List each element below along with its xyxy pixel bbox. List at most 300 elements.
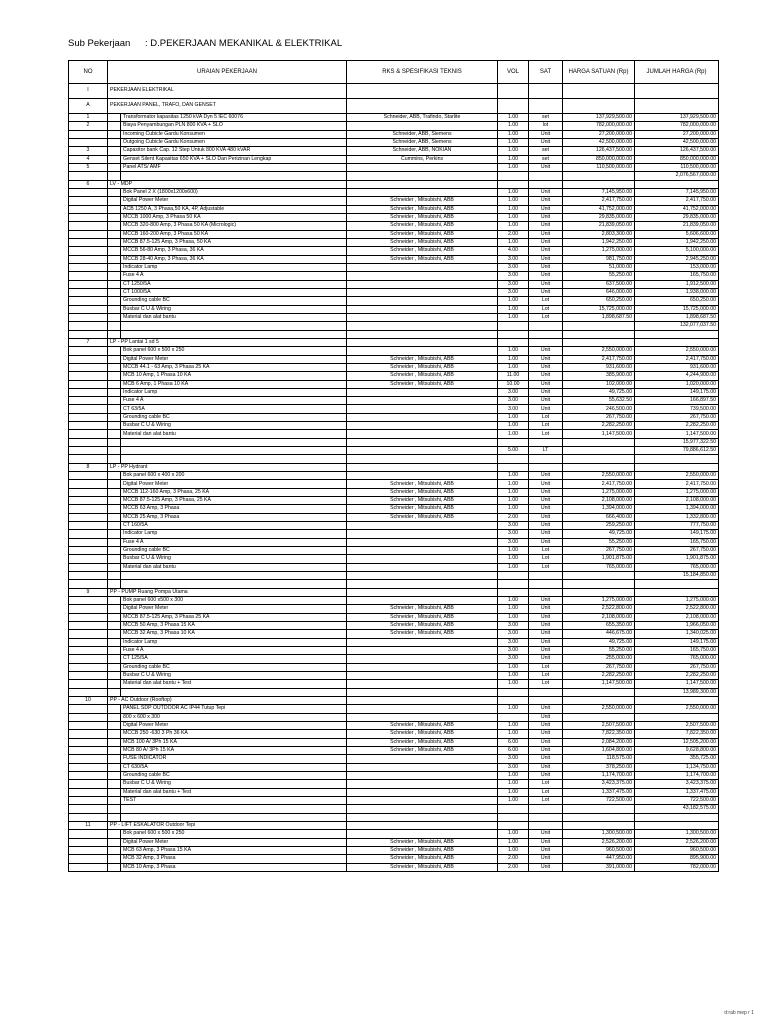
item-total: 777,750.00 bbox=[635, 522, 719, 530]
table-body bbox=[69, 84, 719, 872]
table-row bbox=[69, 647, 719, 655]
item-spec bbox=[347, 680, 498, 688]
item-total: 782,000.00 bbox=[635, 863, 719, 871]
item-description: FUSE INDICATOR bbox=[121, 755, 347, 763]
item-spec bbox=[347, 647, 498, 655]
table-row bbox=[69, 305, 719, 313]
item-unit-price: 2,507,500.00 bbox=[563, 721, 635, 729]
item-unit-price: 126,437,500.00 bbox=[563, 147, 635, 155]
item-vol: 3.00 bbox=[498, 397, 529, 405]
item-description: MCB 10 Amp, 3 Phasa bbox=[121, 863, 347, 871]
cell-indent bbox=[108, 363, 121, 371]
item-unit-price bbox=[563, 713, 635, 721]
item-unit-price: 1,174,700.00 bbox=[563, 771, 635, 779]
item-vol: 6.00 bbox=[498, 746, 529, 754]
item-total: 29,835,000.00 bbox=[635, 213, 719, 221]
item-description: MCCB 25 Amp, 3 Phasa bbox=[121, 513, 347, 521]
subtotal-value: 2,076,567,000.00 bbox=[635, 172, 719, 180]
item-unit: Lot bbox=[529, 671, 563, 679]
table-row bbox=[69, 497, 719, 505]
cell-indent bbox=[108, 538, 121, 546]
cell-vol bbox=[498, 580, 529, 588]
item-unit: lot bbox=[529, 122, 563, 130]
item-spec: Schneider , Mitsubishi, ABB bbox=[347, 630, 498, 638]
cell-indent bbox=[108, 522, 121, 530]
item-unit-price: 7,145,950.00 bbox=[563, 188, 635, 196]
item-total: 1,912,500.00 bbox=[635, 280, 719, 288]
item-total: 1,942,250.00 bbox=[635, 238, 719, 246]
item-description: Biaya Penyambungan PLN 800 KVA + SLO bbox=[121, 122, 347, 130]
item-unit: Unit bbox=[529, 363, 563, 371]
table-row bbox=[69, 280, 719, 288]
item-description: TEST bbox=[121, 796, 347, 804]
item-vol: 10.00 bbox=[498, 380, 529, 388]
cell-indent bbox=[108, 630, 121, 638]
item-total: 165,750.00 bbox=[635, 538, 719, 546]
item-spec: Schneider , Mitsubishi, ABB bbox=[347, 222, 498, 230]
item-total: 7,145,950.00 bbox=[635, 188, 719, 196]
row-no: A bbox=[69, 99, 108, 114]
item-description: Material dan alat bantu + Test bbox=[121, 680, 347, 688]
item-description: Bok Panel 2 X (1800x1200x600) bbox=[121, 188, 347, 196]
col-sat: SAT bbox=[529, 61, 563, 84]
item-description: MCB 63 Amp, 3 Phasa 15 KA bbox=[121, 846, 347, 854]
row-no bbox=[69, 613, 108, 621]
item-spec bbox=[347, 272, 498, 280]
item-spec bbox=[347, 188, 498, 196]
cell-vol bbox=[498, 455, 529, 463]
item-description: Grounding cable BC bbox=[121, 413, 347, 421]
item-total: 765,000.00 bbox=[635, 563, 719, 571]
row-no bbox=[69, 322, 108, 330]
cell-indent bbox=[108, 863, 121, 871]
cell-spec bbox=[347, 180, 498, 188]
cell-price bbox=[563, 84, 635, 99]
item-vol: 3.00 bbox=[498, 622, 529, 630]
row-no bbox=[69, 288, 108, 296]
item-unit: Unit bbox=[529, 222, 563, 230]
cell-indent bbox=[108, 771, 121, 779]
row-no bbox=[69, 547, 108, 555]
cell-spec bbox=[347, 455, 498, 463]
table-row bbox=[69, 238, 719, 246]
item-vol: 3.00 bbox=[498, 763, 529, 771]
row-no bbox=[69, 738, 108, 746]
item-unit-price: 102,000.00 bbox=[563, 380, 635, 388]
cell-total bbox=[635, 180, 719, 188]
table-row bbox=[69, 272, 719, 280]
item-unit: Unit bbox=[529, 197, 563, 205]
item-spec: Schneider, ABB, NOKIAN bbox=[347, 147, 498, 155]
table-row bbox=[69, 288, 719, 296]
item-spec bbox=[347, 547, 498, 555]
table-header-row bbox=[69, 61, 719, 84]
cell-indent bbox=[108, 163, 121, 171]
table-row bbox=[69, 488, 719, 496]
item-vol: 1.00 bbox=[498, 363, 529, 371]
cell-indent bbox=[108, 805, 121, 813]
item-unit: Unit bbox=[529, 205, 563, 213]
table-row bbox=[69, 771, 719, 779]
item-unit: Unit bbox=[529, 522, 563, 530]
table-row bbox=[69, 147, 719, 155]
cell-indent bbox=[108, 555, 121, 563]
table-row bbox=[69, 588, 719, 596]
cell-total bbox=[635, 338, 719, 346]
table-row bbox=[69, 114, 719, 122]
row-no bbox=[69, 238, 108, 246]
cell-indent bbox=[108, 188, 121, 196]
table-row bbox=[69, 213, 719, 221]
table-row bbox=[69, 855, 719, 863]
item-vol: 1.00 bbox=[498, 163, 529, 171]
subtotal-value: 13,989,300.00 bbox=[635, 688, 719, 696]
item-total: 165,750.00 bbox=[635, 272, 719, 280]
item-description: MCCB 320-800 Amp, 3 Phasa 50 KA (Micrologic) bbox=[121, 222, 347, 230]
item-spec: Schneider , Mitsubishi, ABB bbox=[347, 730, 498, 738]
item-vol: 1.00 bbox=[498, 222, 529, 230]
item-spec bbox=[347, 538, 498, 546]
item-unit-price: 1,300,500.00 bbox=[563, 830, 635, 838]
table-row bbox=[69, 597, 719, 605]
table-row bbox=[69, 313, 719, 321]
cell-indent bbox=[108, 355, 121, 363]
item-unit: Lot bbox=[529, 563, 563, 571]
item-vol: 1.00 bbox=[498, 497, 529, 505]
item-description: CT 63/5A bbox=[121, 405, 347, 413]
item-unit-price: 931,600.00 bbox=[563, 363, 635, 371]
item-unit-price: 2,526,200.00 bbox=[563, 838, 635, 846]
item-unit: Unit bbox=[529, 288, 563, 296]
group-title: LV - MDP bbox=[108, 180, 347, 188]
cell-indent bbox=[108, 788, 121, 796]
cell-vol bbox=[498, 696, 529, 704]
item-description: Material dan alat bantu bbox=[121, 430, 347, 438]
item-vol: 6.00 bbox=[498, 738, 529, 746]
item-unit-price: 1,147,500.00 bbox=[563, 430, 635, 438]
item-vol: 1.00 bbox=[498, 147, 529, 155]
row-no bbox=[69, 655, 108, 663]
cell-indent bbox=[108, 813, 121, 821]
item-total: 153,000.00 bbox=[635, 263, 719, 271]
cell-indent bbox=[108, 288, 121, 296]
row-no bbox=[69, 413, 108, 421]
row-no: 1 bbox=[69, 114, 108, 122]
row-no bbox=[69, 813, 108, 821]
item-unit: Unit bbox=[529, 505, 563, 513]
cell-sat bbox=[529, 84, 563, 99]
cell-price bbox=[563, 463, 635, 471]
item-unit-price: 391,000.00 bbox=[563, 863, 635, 871]
item-description: Indicator Lamp bbox=[121, 388, 347, 396]
item-spec bbox=[347, 313, 498, 321]
cell-indent bbox=[108, 597, 121, 605]
table-row bbox=[69, 163, 719, 171]
cell-indent bbox=[108, 172, 121, 180]
row-no bbox=[69, 188, 108, 196]
cell-price bbox=[563, 438, 635, 446]
item-spec: Schneider , Mitsubishi, ABB bbox=[347, 363, 498, 371]
item-unit-price: 51,000.00 bbox=[563, 263, 635, 271]
item-unit-price: 137,929,500.00 bbox=[563, 114, 635, 122]
item-description: CT 125/5A bbox=[121, 655, 347, 663]
row-no bbox=[69, 771, 108, 779]
item-unit-price: 722,500.00 bbox=[563, 796, 635, 804]
cell-vol bbox=[498, 172, 529, 180]
cell-sat bbox=[529, 172, 563, 180]
item-unit: Unit bbox=[529, 163, 563, 171]
item-unit-price: 637,500.00 bbox=[563, 280, 635, 288]
item-vol: 1.00 bbox=[498, 780, 529, 788]
cell-price bbox=[563, 172, 635, 180]
item-unit: Unit bbox=[529, 713, 563, 721]
item-description: MCB 100 A/ 3Ph 15 KA bbox=[121, 738, 347, 746]
row-no bbox=[69, 622, 108, 630]
table-row bbox=[69, 405, 719, 413]
item-unit: Lot bbox=[529, 297, 563, 305]
item-vol: 1.00 bbox=[498, 830, 529, 838]
item-unit: Unit bbox=[529, 138, 563, 146]
item-total: 722,500.00 bbox=[635, 796, 719, 804]
item-spec: Schneider , Mitsubishi, ABB bbox=[347, 247, 498, 255]
item-spec: Schneider , Mitsubishi, ABB bbox=[347, 255, 498, 263]
cell-indent bbox=[108, 755, 121, 763]
cell-indent bbox=[108, 663, 121, 671]
table-row bbox=[69, 671, 719, 679]
item-unit-price: 2,108,000.00 bbox=[563, 497, 635, 505]
row-no bbox=[69, 330, 108, 338]
item-description: Digital Power Meter bbox=[121, 197, 347, 205]
table-row bbox=[69, 330, 719, 338]
table-row bbox=[69, 696, 719, 704]
table-row bbox=[69, 705, 719, 713]
cell-desc bbox=[121, 805, 347, 813]
item-spec: Schneider , Mitsubishi, ABB bbox=[347, 480, 498, 488]
table-row bbox=[69, 805, 719, 813]
row-no bbox=[69, 630, 108, 638]
row-no: 3 bbox=[69, 147, 108, 155]
item-unit: Unit bbox=[529, 230, 563, 238]
item-unit-price: 2,522,800.00 bbox=[563, 605, 635, 613]
item-unit: Unit bbox=[529, 513, 563, 521]
item-spec: Schneider , Mitsubishi, ABB bbox=[347, 746, 498, 754]
footer-note: d:rab mep r 1 bbox=[724, 1010, 754, 1016]
item-vol: 1.00 bbox=[498, 771, 529, 779]
item-vol: 1.00 bbox=[498, 563, 529, 571]
cell-indent bbox=[108, 297, 121, 305]
item-unit-price: 2,417,750.00 bbox=[563, 197, 635, 205]
item-vol: 1.00 bbox=[498, 505, 529, 513]
item-unit: Unit bbox=[529, 530, 563, 538]
table-row bbox=[69, 738, 719, 746]
item-description: Indicator Lamp bbox=[121, 263, 347, 271]
item-description: Digital Power Meter bbox=[121, 355, 347, 363]
item-unit-price: 259,250.00 bbox=[563, 522, 635, 530]
item-unit: Lot bbox=[529, 313, 563, 321]
item-total: 110,500,000.00 bbox=[635, 163, 719, 171]
cell-indent bbox=[108, 372, 121, 380]
item-spec bbox=[347, 755, 498, 763]
item-unit: Unit bbox=[529, 372, 563, 380]
cell-vol bbox=[498, 821, 529, 829]
cell-sat bbox=[529, 813, 563, 821]
item-total: 960,500.00 bbox=[635, 846, 719, 854]
cell-total bbox=[635, 813, 719, 821]
item-unit-price: 42,500,000.00 bbox=[563, 138, 635, 146]
item-description: Material dan alat bantu bbox=[121, 313, 347, 321]
table-row bbox=[69, 755, 719, 763]
cell-indent bbox=[108, 497, 121, 505]
item-unit: Unit bbox=[529, 247, 563, 255]
item-unit-price: 55,250.00 bbox=[563, 272, 635, 280]
item-description: MCCB 250 -630 3 Ph 36 KA bbox=[121, 730, 347, 738]
item-spec bbox=[347, 555, 498, 563]
cell-total bbox=[635, 580, 719, 588]
cell-desc bbox=[121, 438, 347, 446]
item-description: Digital Power Meter bbox=[121, 838, 347, 846]
item-total: 126,437,500.00 bbox=[635, 147, 719, 155]
row-no bbox=[69, 263, 108, 271]
item-vol: 3.00 bbox=[498, 263, 529, 271]
item-description: Incoming Cubicle Gardu Konsumen bbox=[121, 130, 347, 138]
item-total: 2,550,000.00 bbox=[635, 705, 719, 713]
row-no bbox=[69, 580, 108, 588]
item-unit-price: 267,750.00 bbox=[563, 663, 635, 671]
item-vol: 3.00 bbox=[498, 288, 529, 296]
item-unit-price: 2,417,750.00 bbox=[563, 355, 635, 363]
cell-indent bbox=[108, 613, 121, 621]
item-total: 149,175.00 bbox=[635, 530, 719, 538]
item-vol: 3.00 bbox=[498, 280, 529, 288]
cell-indent bbox=[108, 155, 121, 163]
cell-indent bbox=[108, 505, 121, 513]
item-vol: 3.00 bbox=[498, 405, 529, 413]
item-vol: 1.00 bbox=[498, 846, 529, 854]
item-unit: Lot bbox=[529, 680, 563, 688]
cell-indent bbox=[108, 205, 121, 213]
table-row bbox=[69, 838, 719, 846]
cell-sat bbox=[529, 455, 563, 463]
cell-indent bbox=[108, 780, 121, 788]
item-unit: Unit bbox=[529, 355, 563, 363]
table-row bbox=[69, 796, 719, 804]
cell-sat bbox=[529, 322, 563, 330]
cell-total bbox=[635, 463, 719, 471]
cell-indent bbox=[108, 580, 121, 588]
item-description: Capasitor bank Cap. 12 Step Untuk 800 KVA 480 kVAR bbox=[121, 147, 347, 155]
item-total: 9,628,800.00 bbox=[635, 746, 719, 754]
item-description: 800 x 600 x 300 bbox=[121, 713, 347, 721]
item-unit-price: 21,839,050.00 bbox=[563, 222, 635, 230]
item-total: 1,174,700.00 bbox=[635, 771, 719, 779]
item-unit: Unit bbox=[529, 272, 563, 280]
item-spec bbox=[347, 563, 498, 571]
item-unit: Unit bbox=[529, 638, 563, 646]
item-total: 2,417,750.00 bbox=[635, 480, 719, 488]
item-spec: Schneider , Mitsubishi, ABB bbox=[347, 497, 498, 505]
item-total: 2,526,200.00 bbox=[635, 838, 719, 846]
item-vol: 3.00 bbox=[498, 255, 529, 263]
cell-indent bbox=[108, 688, 121, 696]
row-no bbox=[69, 805, 108, 813]
table-row bbox=[69, 172, 719, 180]
row-no bbox=[69, 746, 108, 754]
item-unit-price: 1,275,000.00 bbox=[563, 247, 635, 255]
item-unit-price: 1,394,000.00 bbox=[563, 505, 635, 513]
item-description: MCB 6 Amp, 1 Phasa 10 KA bbox=[121, 380, 347, 388]
item-vol bbox=[498, 713, 529, 721]
item-total: 137,929,500.00 bbox=[635, 114, 719, 122]
item-description: MCCB 44.1 - 63 Amp, 3 Phasa 25 KA bbox=[121, 363, 347, 371]
item-unit: Unit bbox=[529, 647, 563, 655]
item-vol: 3.00 bbox=[498, 638, 529, 646]
table-row bbox=[69, 846, 719, 854]
table-row bbox=[69, 730, 719, 738]
item-unit-price: 666,400.00 bbox=[563, 513, 635, 521]
item-vol: 1.00 bbox=[498, 613, 529, 621]
item-unit: Unit bbox=[529, 846, 563, 854]
item-unit-price: 255,000.00 bbox=[563, 655, 635, 663]
cell-vol bbox=[498, 688, 529, 696]
item-unit-price: 110,500,000.00 bbox=[563, 163, 635, 171]
sub-pekerjaan-label: Sub Pekerjaan bbox=[68, 38, 131, 49]
cell-indent bbox=[108, 413, 121, 421]
item-description: Grounding cable BC bbox=[121, 663, 347, 671]
item-unit-price: 27,200,000.00 bbox=[563, 130, 635, 138]
cell-price bbox=[563, 338, 635, 346]
cell-vol bbox=[498, 438, 529, 446]
item-total: 2,550,000.00 bbox=[635, 472, 719, 480]
row-no bbox=[69, 430, 108, 438]
group-title: LP - PP Lantai 1 sd 5 bbox=[108, 338, 347, 346]
row-no bbox=[69, 838, 108, 846]
item-unit: Unit bbox=[529, 347, 563, 355]
table-row bbox=[69, 605, 719, 613]
row-no bbox=[69, 213, 108, 221]
item-vol: 3.00 bbox=[498, 522, 529, 530]
item-spec: Cummins, Perkins bbox=[347, 155, 498, 163]
item-description: Bok panel 600 x 400 x 200 bbox=[121, 472, 347, 480]
cell-price bbox=[563, 696, 635, 704]
item-description: Busbar C U & Wiring bbox=[121, 671, 347, 679]
item-unit: Unit bbox=[529, 705, 563, 713]
item-description: MCB 80 A/ 3Ph 15 KA bbox=[121, 746, 347, 754]
item-unit-price: 246,500.00 bbox=[563, 405, 635, 413]
item-unit: Unit bbox=[529, 830, 563, 838]
row-no bbox=[69, 205, 108, 213]
row-no bbox=[69, 355, 108, 363]
row-no bbox=[69, 647, 108, 655]
cell-spec bbox=[347, 805, 498, 813]
item-vol: 1.00 bbox=[498, 547, 529, 555]
item-spec: Schneider , Mitsubishi, ABB bbox=[347, 613, 498, 621]
item-unit: Unit bbox=[529, 388, 563, 396]
item-total: 2,282,250.00 bbox=[635, 422, 719, 430]
item-total: 7,822,350.00 bbox=[635, 730, 719, 738]
row-no bbox=[69, 480, 108, 488]
item-unit-price: 646,000.00 bbox=[563, 288, 635, 296]
item-total: 41,752,000.00 bbox=[635, 205, 719, 213]
row-no bbox=[69, 472, 108, 480]
cell-indent bbox=[108, 388, 121, 396]
row-no bbox=[69, 730, 108, 738]
item-spec bbox=[347, 671, 498, 679]
group-title: PP - PUMP Ruang Pompa Utama bbox=[108, 588, 347, 596]
row-no bbox=[69, 380, 108, 388]
row-no bbox=[69, 780, 108, 788]
item-description: Grounding cable BC bbox=[121, 297, 347, 305]
cell-sat bbox=[529, 696, 563, 704]
